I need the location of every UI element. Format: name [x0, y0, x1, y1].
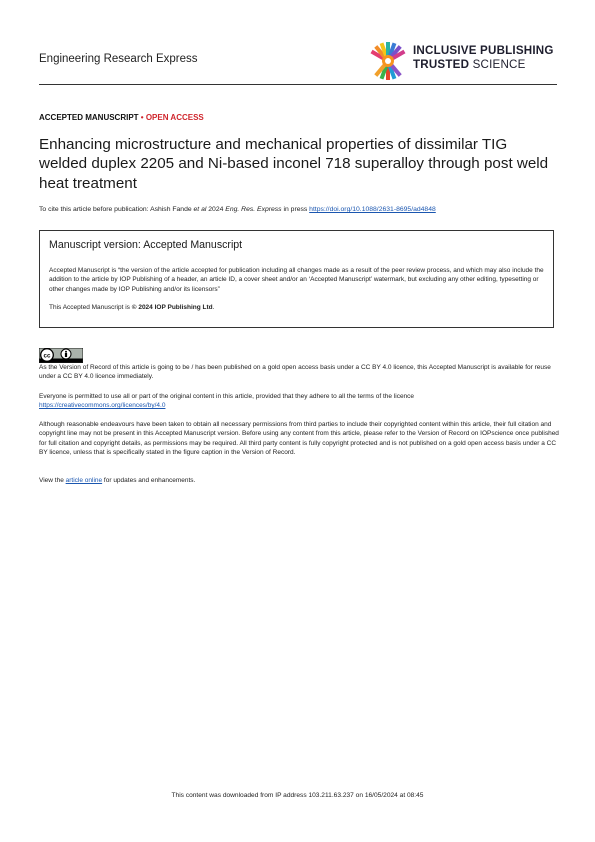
logo-line-1: INCLUSIVE PUBLISHING	[413, 44, 554, 57]
copyright-prefix: This Accepted Manuscript is	[49, 304, 132, 311]
view-online-statement	[39, 476, 559, 485]
citation-year: 2024	[206, 206, 226, 213]
doi-link[interactable]: https://doi.org/10.1088/2631-8695/ad4848	[309, 206, 436, 213]
licence-link[interactable]: https://creativecommons.org/licences/by/4.0	[39, 402, 166, 410]
citation-journal: Eng. Res. Express	[225, 206, 282, 213]
article-status	[39, 113, 204, 122]
download-info-footer: This content was downloaded from IP address 103.211.63.237 on 16/05/2024 at 08:45	[171, 792, 424, 799]
view-online-prefix: View the	[39, 477, 66, 484]
manuscript-version-box	[39, 230, 554, 328]
copyright-statement	[49, 304, 214, 311]
inclusive-publishing-logo	[368, 41, 558, 81]
third-party-permissions-statement: Although reasonable endeavours have been taken to obtain all necessary permissions from third parties to include their copyrighted content within this article, their full citation and copyright line may not be present in this Accepted Manuscript version. Before using any content from this article, please refer to the Version of Record on IOPscience once published for full citation and copyright details, as permissions may be required. All third party content is fully copyright protected and is not published on a gold open access basis under a CC BY licence, unless that is specifically stated in the figure caption in the Version of Record.	[39, 421, 559, 456]
logo-line-2	[413, 58, 554, 72]
article-title: Enhancing microstructure and mechanical properties of dissimilar TIG welded duplex 2205 and Ni-based inconel 718 superalloy through post weld heat treatment	[39, 136, 549, 192]
copyright-holder: © 2024 IOP Publishing Ltd	[131, 304, 213, 311]
logo-line-2-bold: TRUSTED	[413, 58, 470, 71]
citation-in-press: in press	[281, 206, 310, 213]
accepted-manuscript-label: ACCEPTED MANUSCRIPT	[39, 113, 139, 122]
logo-text	[413, 44, 554, 72]
open-access-label: OPEN ACCESS	[145, 113, 204, 122]
logo-line-2-thin: SCIENCE	[472, 58, 526, 71]
manuscript-version-heading: Manuscript version: Accepted Manuscript	[49, 239, 243, 251]
copyright-suffix: .	[212, 304, 215, 311]
journal-name: Engineering Research Express	[39, 53, 198, 65]
svg-text:cc: cc	[43, 352, 51, 360]
view-online-suffix: for updates and enhancements.	[102, 477, 196, 484]
citation-line	[39, 206, 579, 213]
article-online-link[interactable]: article online	[65, 477, 103, 484]
cc-by-license-icon	[39, 348, 83, 363]
citation-etal: et al	[193, 206, 207, 213]
logo-mark-icon	[368, 41, 410, 81]
header-divider	[39, 84, 557, 85]
status-separator: •	[138, 113, 146, 122]
manuscript-version-description: Accepted Manuscript is “the version of the article accepted for publication including all changes made as a result of the peer review process, and which may also include the addition to the article by IOP Publishing of a header, an article ID, a cover sheet and/or an ‘Accepted Manuscript’ watermark, but excluding any other editing, typesetting or other changes made by IOP Publishing and/or its licensors”	[49, 267, 544, 293]
license-statement: As the Version of Record of this article is going to be / has been published on a gold open access basis under a CC BY 4.0 licence, this Accepted Manuscript is available for reuse under a CC BY 4.0 licence immediately.	[39, 364, 551, 381]
reuse-statement	[39, 392, 559, 411]
reuse-text: Everyone is permitted to use all or part of the original content in this article, provided that they adhere to all the terms of the licence	[39, 393, 415, 400]
citation-prefix: To cite this article before publication: Ashish Fande	[39, 206, 194, 213]
